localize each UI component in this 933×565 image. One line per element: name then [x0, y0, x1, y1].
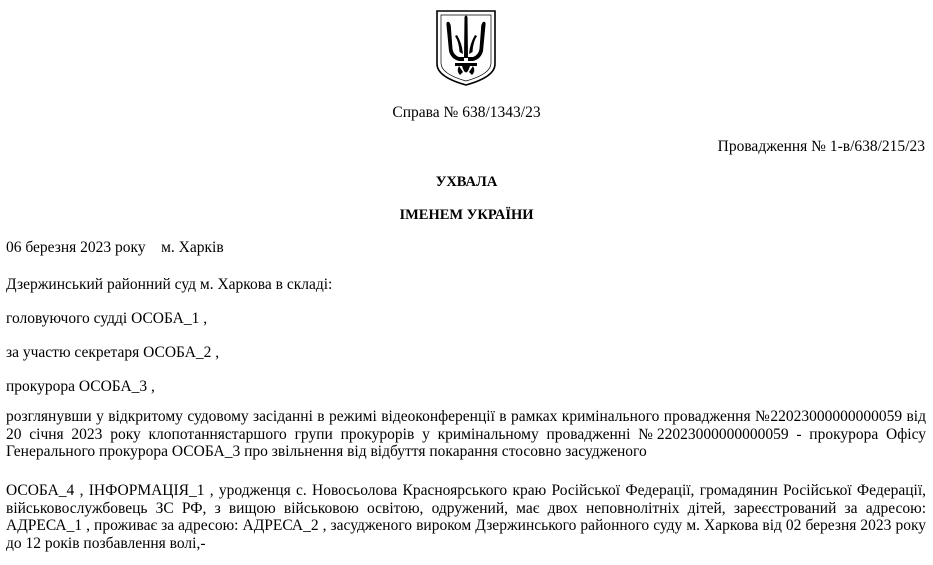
date-and-place: 06 березня 2023 року м. Харків — [6, 239, 224, 256]
proceeding-number: Провадження № 1-в/638/215/23 — [717, 138, 925, 155]
in-name-of-ukraine-title: ІМЕНЕМ УКРАЇНИ — [399, 207, 534, 223]
court-composition: Дзержинський районний суд м. Харкова в складі: — [6, 276, 333, 293]
case-number: Справа № 638/1343/23 — [392, 104, 541, 121]
prosecutor: прокурора ОСОБА_3 , — [6, 378, 155, 395]
presiding-judge: головуючого судді ОСОБА_1 , — [6, 310, 208, 327]
ruling-title: УХВАЛА — [435, 174, 498, 190]
paragraph-convict-details: ОСОБА_4 , ІНФОРМАЦІЯ_1 , уродженця с. Новосьолова Красноярського краю Російської Федерації, громадянин Російської Федерації, військовослужбовець ЗС РФ, з вищою військовою освітою, одружений, має двох неповнолітніх дітей, зареєстрований за адресою: АДРЕСА_1 , проживає за адресою: АДРЕСА_2 , засудженого вироком Дзержинського районного суду м. Харкова від 02 березня 2023 року до 12 років позбавлення волі,- — [6, 482, 926, 552]
paragraph-considering: розглянувши у відкритому судовому засіданні в режимі відеоконференції в рамках кримінального провадження №22023000000000059 від 20 січня 2023 року клопотаннястаршого групи прокурорів у кримінальному провадженні №22023000000000059 - прокурора Офісу Генерального прокурора ОСОБА_3 про звільнення від відбуття покарання стосовно засудженого — [6, 408, 926, 460]
tryzub-coat-of-arms-icon — [434, 8, 498, 88]
court-secretary: за участю секретаря ОСОБА_2 , — [6, 344, 220, 361]
